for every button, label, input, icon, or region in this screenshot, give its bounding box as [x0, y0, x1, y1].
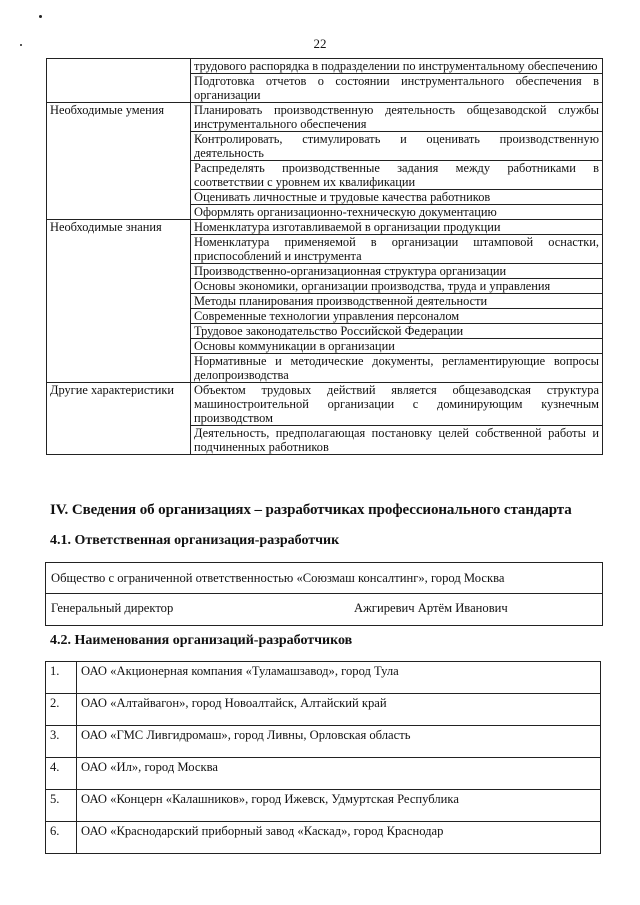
page-number: 22	[313, 36, 327, 51]
item-number: 5.	[46, 790, 77, 822]
row-value: Основы коммуникации в организации	[191, 339, 603, 354]
list-item	[46, 758, 601, 790]
row-value: Современные технологии управления персоналом	[191, 309, 603, 324]
row-value: Производственно-организационная структура организации	[191, 264, 603, 279]
developers-heading: 4.2. Наименования организаций-разработчиков	[50, 633, 353, 648]
responsible-org-table	[45, 562, 603, 626]
responsible-org-heading: 4.1. Ответственная организация-разработчик	[50, 533, 340, 548]
table-row	[47, 103, 603, 132]
row-value: Номенклатура изготавливаемой в организации продукции	[191, 220, 603, 235]
organization-name: ОАО «Краснодарский приборный завод «Каскад», город Краснодар	[77, 822, 601, 854]
organization-name: ОАО «Алтайвагон», город Новоалтайск, Алтайский край	[77, 694, 601, 726]
responsible-org-name: Общество с ограниченной ответственностью «Союзмаш консалтинг», город Москва	[51, 571, 505, 585]
row-value: Основы экономики, организации производства, труда и управления	[191, 279, 603, 294]
row-value: Распределять производственные задания между работниками в соответствии с уровнем их квалификации	[191, 161, 603, 190]
list-item	[46, 694, 601, 726]
row-value: трудового распорядка в подразделении по инструментальному обеспечению	[191, 59, 603, 74]
table-row	[47, 383, 603, 426]
row-label: Необходимые знания	[47, 220, 191, 383]
row-value: Методы планирования производственной деятельности	[191, 294, 603, 309]
organization-name: ОАО «Акционерная компания «Туламашзавод», город Тула	[77, 662, 601, 694]
list-item	[46, 822, 601, 854]
row-value: Объектом трудовых действий является общезаводская структура машиностроительной организации с доминирующим кузнечным производством	[191, 383, 603, 426]
table-row	[47, 220, 603, 235]
row-label: Необходимые умения	[47, 103, 191, 220]
row-value: Планировать производственную деятельность общезаводской службы инструментального обеспечения	[191, 103, 603, 132]
director-name: Ажгиревич Артём Иванович	[354, 601, 508, 615]
item-number: 6.	[46, 822, 77, 854]
row-value: Контролировать, стимулировать и оценивать производственную деятельность	[191, 132, 603, 161]
organization-name: ОАО «Ил», город Москва	[77, 758, 601, 790]
director-position: Генеральный директор	[51, 601, 174, 615]
row-value: Деятельность, предполагающая постановку целей собственной работы и подчиненных работников	[191, 426, 603, 455]
row-value: Номенклатура применяемой в организации штамповой оснастки, приспособлений и инструмента	[191, 235, 603, 264]
organization-name: ОАО «Концерн «Калашников», город Ижевск, Удмуртская Республика	[77, 790, 601, 822]
developers-table	[45, 661, 601, 854]
table-row	[47, 59, 603, 74]
competency-table	[46, 58, 603, 455]
list-item	[46, 662, 601, 694]
organization-name: ОАО «ГМС Ливгидромаш», город Ливны, Орловская область	[77, 726, 601, 758]
list-item	[46, 790, 601, 822]
row-value: Трудовое законодательство Российской Федерации	[191, 324, 603, 339]
item-number: 4.	[46, 758, 77, 790]
responsible-org-row	[46, 563, 602, 594]
item-number: 1.	[46, 662, 77, 694]
row-value: Подготовка отчетов о состоянии инструментального обеспечения в организации	[191, 74, 603, 103]
item-number: 3.	[46, 726, 77, 758]
row-label	[47, 59, 191, 103]
row-value: Оформлять организационно-техническую документацию	[191, 205, 603, 220]
row-value: Оценивать личностные и трудовые качества работников	[191, 190, 603, 205]
row-value: Нормативные и методические документы, регламентирующие вопросы делопроизводства	[191, 354, 603, 383]
row-label: Другие характеристики	[47, 383, 191, 455]
scan-speck	[39, 15, 42, 18]
list-item	[46, 726, 601, 758]
section-heading: IV. Сведения об организациях – разработчиках профессионального стандарта	[50, 502, 572, 518]
item-number: 2.	[46, 694, 77, 726]
